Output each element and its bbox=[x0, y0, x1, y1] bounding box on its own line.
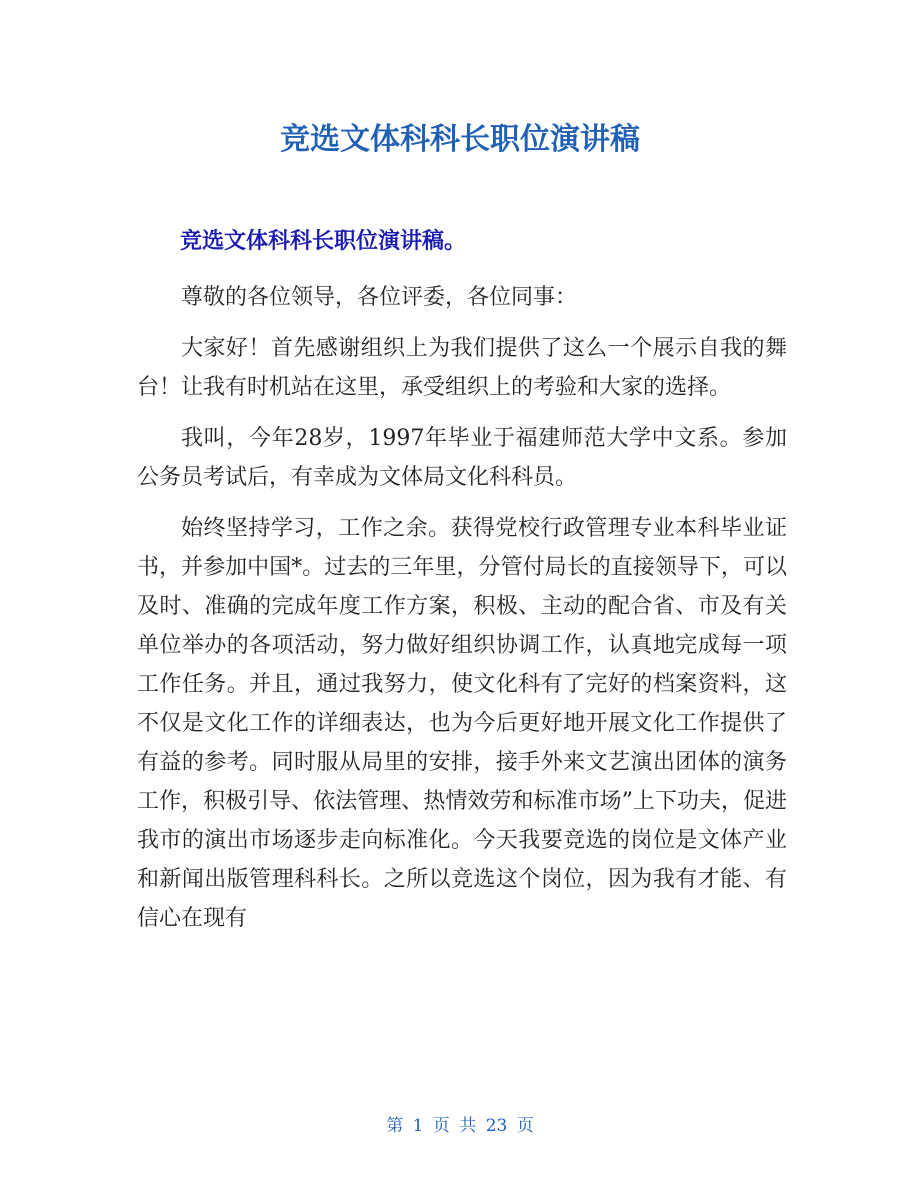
page-footer: 第 1 页 共 23 页 bbox=[386, 1116, 534, 1136]
document-subtitle: 竞选文体科科长职位演讲稿。 bbox=[180, 229, 467, 254]
paragraph-experience: 始终坚持学习，工作之余。获得党校行政管理专业本科毕业证书，并参加中国*。过去的三年里，分管付局长的直接领导下，可以及时、准确的完成年度工作方案，积极、主动的配合省、市及有关单位举办的各项活动，努力做好组织协调工作，认真地完成每一项工作任务。并且，通过我努力，使文化科有了完好的档案资料，这不仅是文化工作的详细表达，也为今后更好地开展文化工作提供了有益的参考。同时服从局里的安排，接手外来文艺演出团体的演务工作，积极引导、依法管理、热情效劳和标准市场”上下功夫，促进我市的演出市场逐步走向标准化。今天我要竞选的岗位是文体产业和新闻出版管理科科长。之所以竞选这个岗位，因为我有才能、有信心在现有 bbox=[137, 516, 787, 931]
document-title: 竞选文体科科长职位演讲稿 bbox=[280, 122, 640, 157]
paragraph-greeting: 大家好！首先感谢组织上为我们提供了这么一个展示自我的舞台！让我有时机站在这里，承受组织上的考验和大家的选择。 bbox=[137, 336, 787, 400]
paragraph-salutation: 尊敬的各位领导，各位评委，各位同事： bbox=[181, 285, 578, 310]
paragraph-introduction: 我叫，今年28岁，1997年毕业于福建师范大学中文系。参加公务员考试后，有幸成为文体局文化科科员。 bbox=[137, 426, 787, 490]
document-body bbox=[137, 278, 787, 950]
